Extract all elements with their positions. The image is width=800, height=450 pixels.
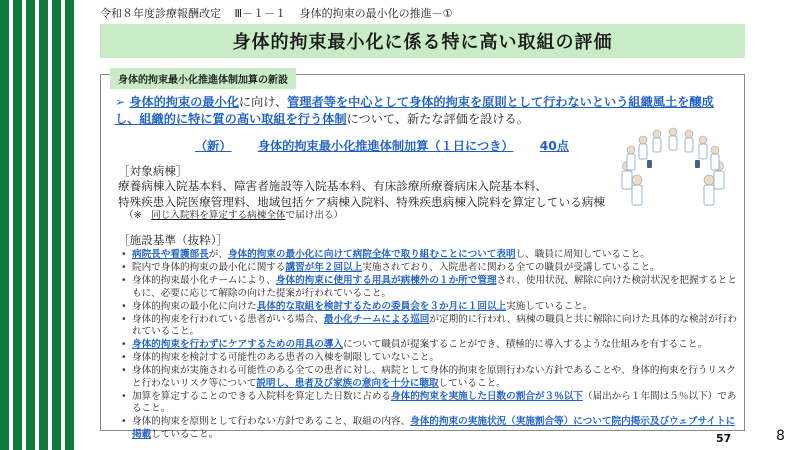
note-prefix: （※ (124, 210, 152, 221)
target-wards-heading: ［対象病棟］ (118, 164, 188, 178)
criteria-heading: ［施設基準（抜粋）］ (118, 233, 229, 247)
slide-number: 8 (776, 428, 785, 444)
criteria-item: • 身体的拘束を行わずにケアするための用具の導入について職員が提案することができ、積極的に導入するような仕組みを有すること。 (120, 339, 742, 352)
target-wards-note (124, 208, 343, 224)
criteria-list (120, 249, 742, 442)
title-banner (100, 24, 745, 58)
arrow-bullet-icon: ➢ (115, 95, 126, 109)
criteria-item: • 身体的拘束を行われている患者がいる場合、最小化チームによる巡回が定期的に行われ、病棟の職員と共に解除に向けた具体的な検討が行われていること。 (120, 314, 742, 339)
criteria-item: • 身体的拘束を検討する可能性のある患者の入棟を制限していないこと。 (120, 352, 742, 365)
intro-text-2: について、新たな評価を設ける。 (346, 112, 529, 126)
intro-text-1: に向け、 (238, 95, 288, 109)
addition-points: 40点 (539, 139, 569, 153)
note-underlined: 同じ入院料を算定する病棟全体 (151, 210, 286, 221)
intro-highlight-2: 管理者等を中心として身体的拘束を原則として行わないという組織風土を醸成し、組織的に特に質の高い取組を行う体制 (115, 95, 714, 126)
page-title: 身体的拘束最小化に係る特に高い取組の評価 (232, 32, 613, 53)
target-wards-line-1: 療養病棟入院基本料、障害者施設等入院基本料、有床診療所療養病床入院基本料、 (118, 179, 547, 193)
criteria-item: • 病院長や看護部長が、身体的拘束の最小化に向けて病院全体で取り組むことについて表明し、職員に周知していること。 (120, 249, 742, 262)
header-doc-title: 令和８年度診療報酬改定 (100, 7, 221, 20)
criteria-item: • 加算を算定することのできる入院料を算定した日数に占める身体的拘束を実施した日数の割合が３％以下（届出から１年間は５％以下）であること。 (120, 391, 742, 416)
new-addition-line (195, 137, 569, 154)
slide-header (100, 5, 462, 21)
left-decorative-stripes (0, 0, 80, 450)
page-number: 57 (716, 432, 732, 445)
header-section-number: Ⅲ－１－１ (234, 7, 287, 20)
criteria-item: • 院内で身体的拘束の最小化に関する講習が年２回以上実施されており、入院患者に関わる全ての職員が受講していること。 (120, 262, 742, 275)
addition-name: 身体的拘束最小化推進体制加算（１日につき） (257, 139, 514, 153)
intro-highlight-1: 身体的拘束の最小化 (129, 95, 239, 109)
target-wards-list (118, 179, 638, 210)
criteria-item: • 身体的拘束最小化チームにより、身体的拘束に使用する用具が病棟外の１か所で管理され、使用状況、解除に向けた検討状況を把握するとともに、必要に応じて解除の向けた提案が行われていること。 (120, 275, 742, 300)
criteria-item: • 身体的拘束を原則として行わない方針であること、取組の内容、身体的拘束の実施状況（実施割合等）について院内掲示及びウェブサイトに掲載していること。 (120, 416, 742, 441)
header-topic: 身体的拘束の最小化の推進－① (299, 7, 453, 20)
target-wards-line-2: 特殊疾患入院医療管理料、地域包括ケア病棟入院料、特殊疾患病棟入院料を算定している病棟 (118, 194, 605, 209)
subheading-label: 身体的拘束最小化推進体制加算の新設 (110, 68, 296, 89)
note-suffix: で届け出る） (285, 210, 344, 221)
criteria-item: • 身体的拘束の最小化に向けた具体的な取組を検討するための委員会を３か月に１回以上実施していること。 (120, 301, 742, 314)
criteria-item: • 身体的拘束が実施される可能性のある全ての患者に対し、病院として身体的拘束を原則行わない方針であることや、身体的拘束を行うリスクと行わないリスク等について説明し、患者及び家族の意向を十分に聴取していること。 (120, 365, 742, 390)
new-label: （新） (195, 139, 232, 153)
